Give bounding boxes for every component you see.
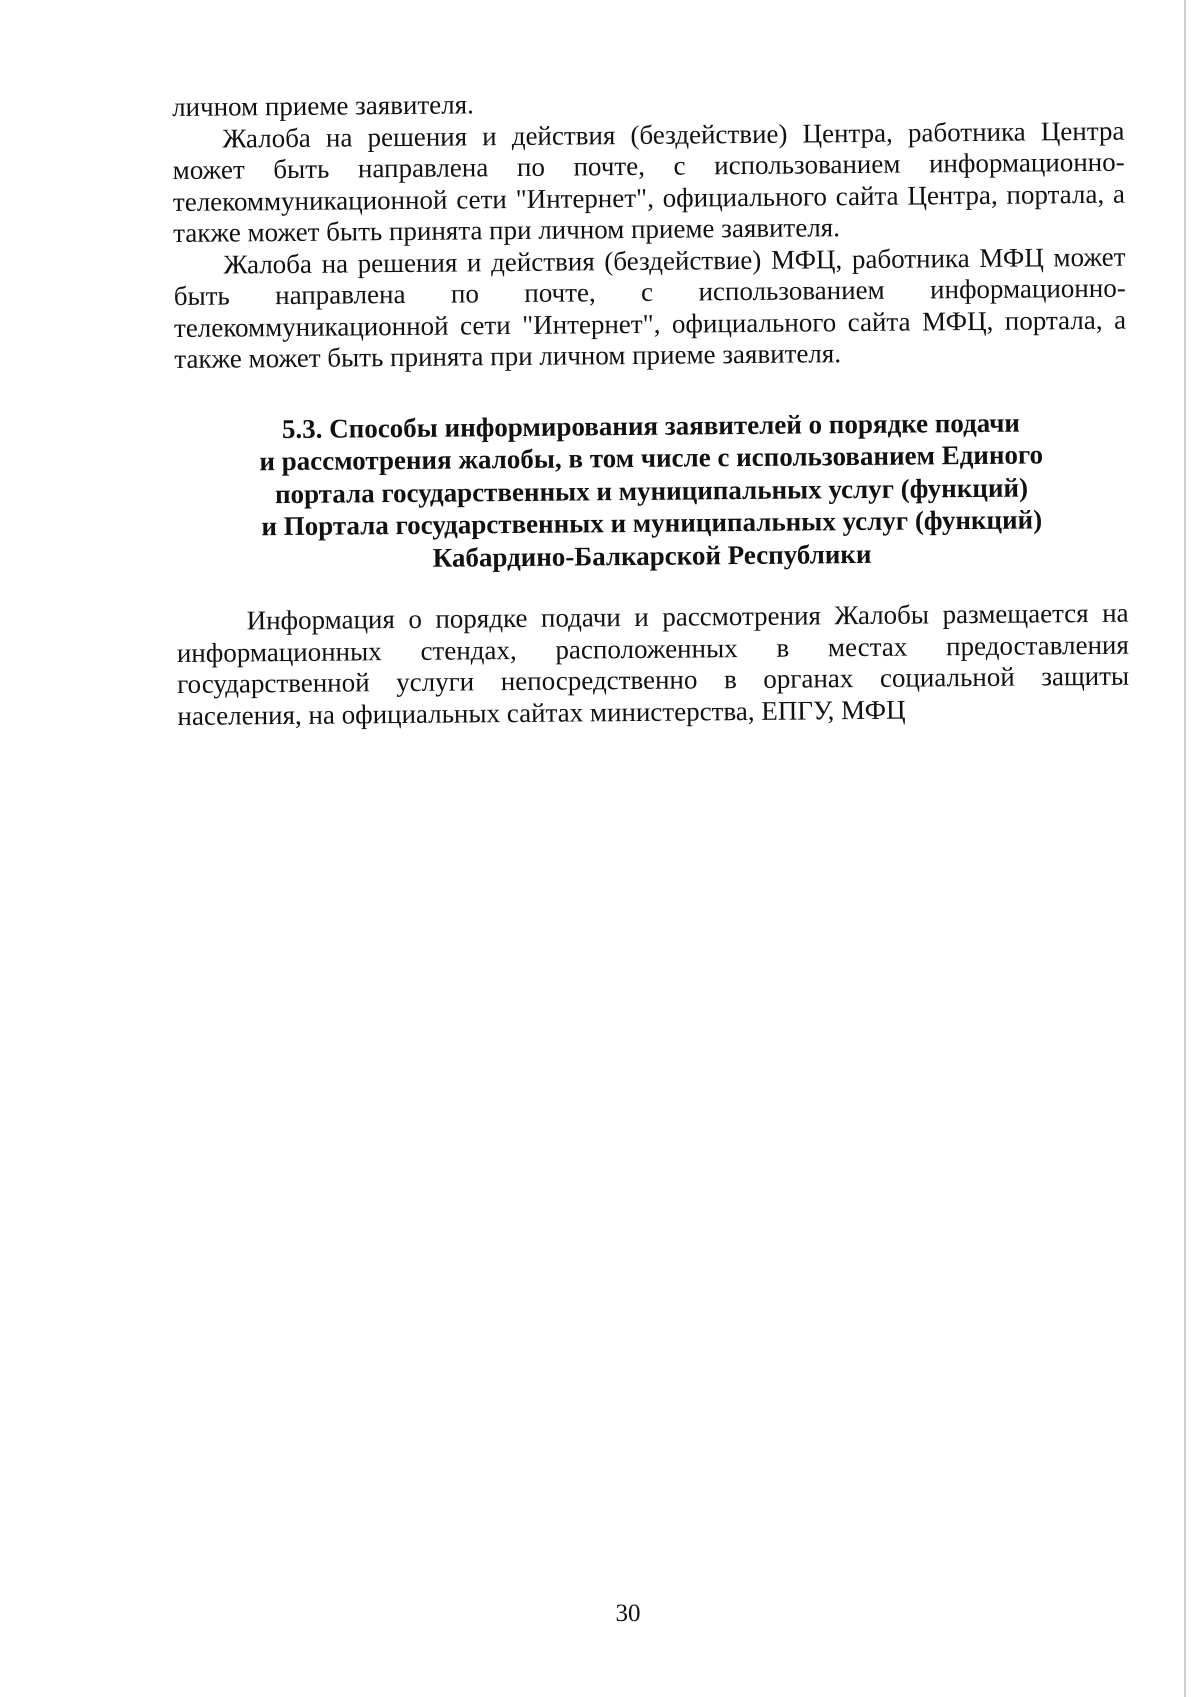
page-number: 30 <box>615 1600 641 1627</box>
section-heading-line: 5.3. Способы информирования заявителей о порядке подачи <box>281 407 1021 444</box>
section-heading-line: Кабардино-Балкарской Республики <box>432 538 872 573</box>
continuation-paragraph: личном приеме заявителя. <box>172 89 474 122</box>
section-heading-line: и рассмотрения жалобы, в том числе с использованием Единого <box>259 439 1044 477</box>
section-heading <box>175 405 1128 576</box>
section-body <box>176 598 1129 732</box>
page-content <box>172 84 1130 732</box>
section-body-paragraph: Информация о порядке подачи и рассмотрения Жалобы размещается на информационных стендах, расположенных в местах предоставления государственной услуги непосредственно в органах социальной защиты населения, на официальных сайтах министерства, ЕПГУ, МФЦ <box>176 597 1130 731</box>
scan-edge-line <box>1184 0 1186 1697</box>
section-heading-line: и Портала государственных и муниципальных услуг (функций) <box>261 504 1043 542</box>
complaint-center-paragraph: Жалоба на решения и действия (бездействие) Центра, работника Центра может быть направлена по почте, с использованием информационно-телекоммуникационной сети "Интернет", официального сайта Центра, портала, а также может быть принята при личном приеме заявителя. <box>172 115 1126 248</box>
section-heading-line: портала государственных и муниципальных услуг (функций) <box>274 472 1029 509</box>
complaint-mfc-paragraph: Жалоба на решения и действия (бездействие) МФЦ, работника МФЦ может быть направлена по почте, с использованием информационно-телекоммуникационной сети "Интернет", официального сайта МФЦ, портала, а также может быть принята при личном приеме заявителя. <box>173 241 1127 374</box>
